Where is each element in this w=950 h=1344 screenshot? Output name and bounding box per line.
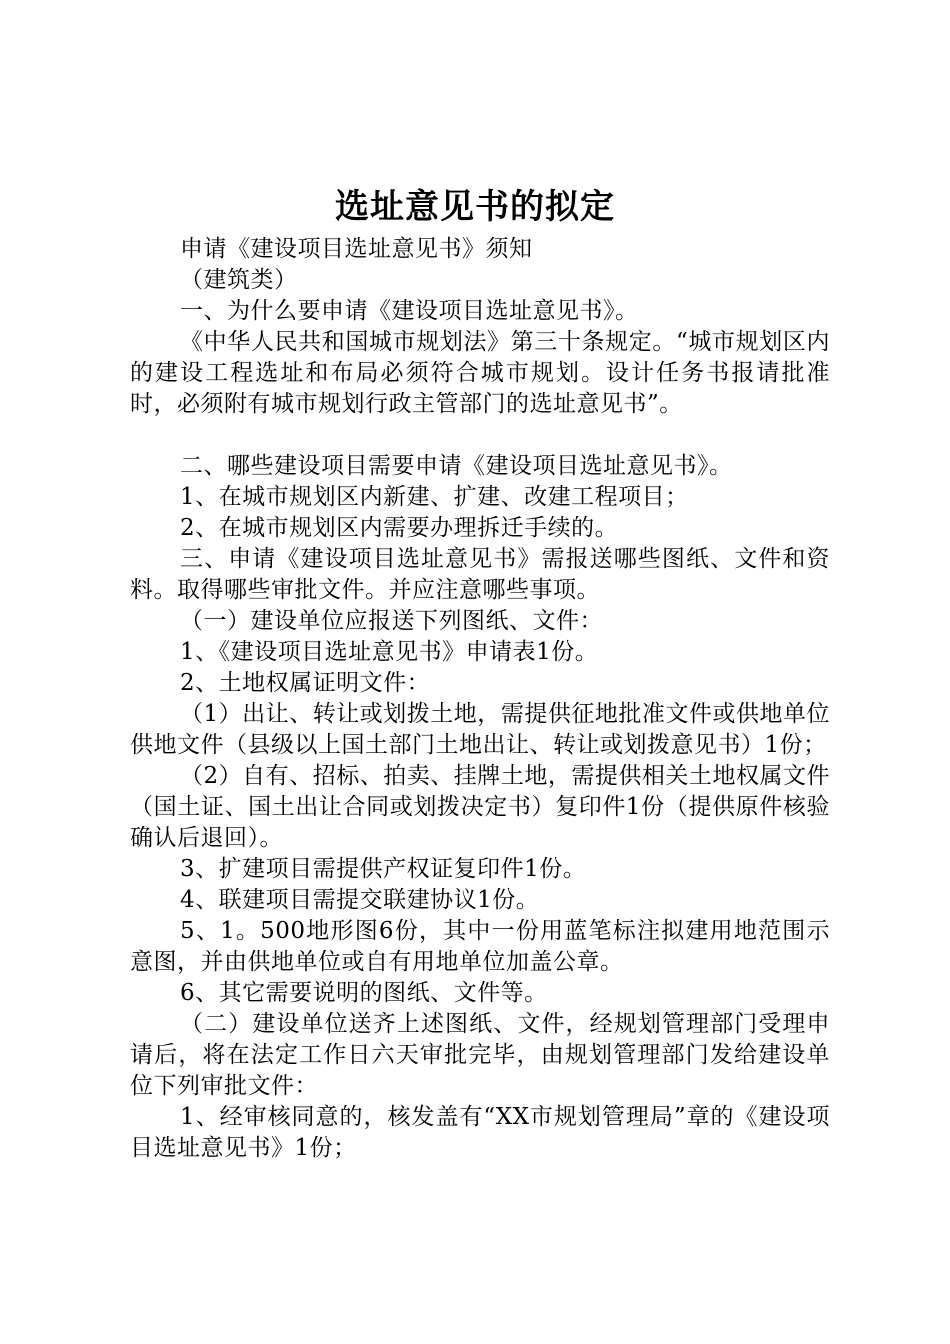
paragraph-section-2-heading: 二、哪些建设项目需要申请《建设项目选址意见书》。 — [180, 453, 733, 479]
paragraph-section-3-heading: 三、申请《建设项目选址意见书》需报送哪些图纸、文件和资料。取得哪些审批文件。并应注意哪些事项。 — [130, 546, 830, 603]
paragraph-section-1-heading: 一、为什么要申请《建设项目选址意见书》。 — [180, 298, 639, 324]
paragraph-item: 2、土地权属证明文件： — [180, 670, 431, 696]
paragraph-item: 1、经审核同意的，核发盖有“XX市规划管理局”章的《建设项目选址意见书》1份； — [130, 1104, 830, 1161]
paragraph-subsection-1-heading: （一）建设单位应报送下列图纸、文件： — [180, 608, 603, 634]
paragraph-subsection-2: （二）建设单位送齐上述图纸、文件，经规划管理部门受理申请后，将在法定工作日六天审批完毕，由规划管理部门发给建设单位下列审批文件： — [130, 1011, 830, 1099]
paragraph-subitem: （1）出让、转让或划拨土地，需提供征地批准文件或供地单位供地文件（县级以上国土部门土地出让、转让或划拨意见书）1份； — [130, 701, 830, 758]
paragraph-item: 2、在城市规划区内需要办理拆迁手续的。 — [180, 515, 619, 541]
paragraph-item: 6、其它需要说明的图纸、文件等。 — [180, 980, 548, 1006]
document-body — [130, 234, 830, 1164]
paragraph-category: （建筑类） — [180, 267, 298, 293]
paragraph-item: 3、扩建项目需提供产权证复印件1份。 — [180, 856, 587, 882]
document-title: 选址意见书的拟定 — [335, 187, 615, 227]
paragraph-item: 5、1。500地形图6份，其中一份用蓝笔标注拟建用地范围示意图，并由供地单位或自有用地单位加盖公章。 — [130, 918, 830, 975]
paragraph-law-quote: 《中华人民共和国城市规划法》第三十条规定。“城市规划区内的建设工程选址和布局必须符合城市规划。设计任务书报请批准时，必须附有城市规划行政主管部门的选址意见书”。 — [130, 329, 830, 417]
paragraph-notice-heading: 申请《建设项目选址意见书》须知 — [180, 236, 533, 262]
paragraph-subitem: （2）自有、招标、拍卖、挂牌土地，需提供相关土地权属文件（国土证、国土出让合同或划拨决定书）复印件1份（提供原件核验确认后退回）。 — [130, 763, 830, 851]
paragraph-item: 1、《建设项目选址意见书》申请表1份。 — [180, 639, 599, 665]
paragraph-item: 1、在城市规划区内新建、扩建、改建工程项目； — [180, 484, 689, 510]
paragraph-item: 4、联建项目需提交联建协议1份。 — [180, 887, 540, 913]
